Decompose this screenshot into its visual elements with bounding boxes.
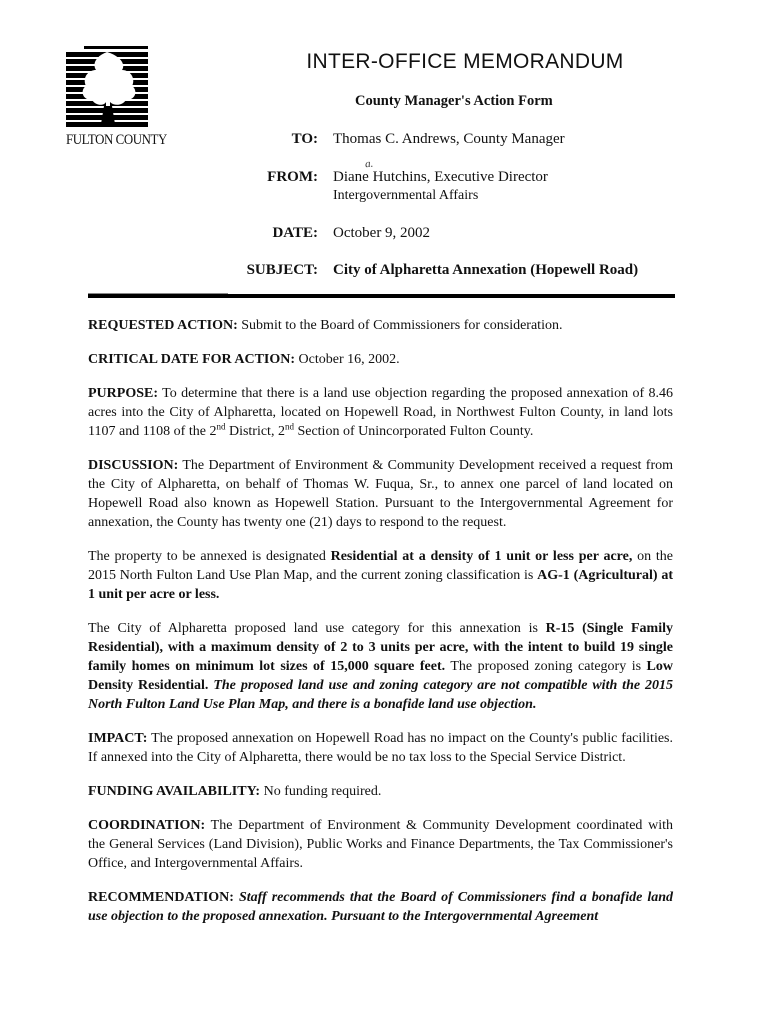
purpose-sup-2: nd	[284, 421, 294, 432]
from-value-office: Intergovernmental Affairs	[333, 188, 479, 203]
proposed-category: R-15 (Single Family Residential), with a maximum density of 2 to 3 units per acre, with the intent to build 19 single family homes on minimum lot sizes of 15,000 square feet.	[88, 621, 673, 674]
critical-date-paragraph	[88, 350, 673, 369]
logo-text: FULTON COUNTY	[66, 132, 167, 148]
to-value: Thomas C. Andrews, County Manager	[333, 131, 565, 147]
impact-text: The proposed annexation on Hopewell Road has no impact on the County's public facilities. If annexed into the City of Alpharetta, there would be no tax loss to the Special Service District.	[88, 731, 673, 765]
impact-paragraph	[88, 729, 673, 767]
purpose-sup-1: nd	[216, 421, 226, 432]
header-divider	[88, 294, 675, 298]
property-zoning: AG-1 (Agricultural) at 1 unit per acre or less.	[88, 568, 673, 602]
discussion-paragraph	[88, 456, 673, 532]
funding-label: FUNDING AVAILABILITY:	[88, 784, 261, 799]
from-value-name: Diane Hutchins, Executive Director	[333, 169, 548, 185]
proposed-zoning: Low Density Residential.	[88, 659, 673, 693]
purpose-text-1: To determine that there is a land use objection regarding the proposed annexation of 8.46 acres into the City of Alpharetta, located on Hopewell Road, in Northwest Fulton County, in land lots 1107 and 1108 of the 2	[88, 386, 673, 439]
from-initials: a.	[364, 157, 374, 171]
recommendation-paragraph	[88, 888, 673, 926]
memo-title: INTER-OFFICE MEMORANDUM	[306, 50, 624, 73]
requested-action-paragraph	[88, 316, 673, 335]
date-value: October 9, 2002	[333, 225, 431, 241]
fulton-county-logo	[66, 44, 166, 149]
property-text-1: The property to be annexed is designated	[88, 549, 331, 564]
coordination-text: The Department of Environment & Community Development coordinated with the General Services (Land Division), Public Works and Finance Departments, the Tax Commissioner's Office, and Intergovernmental Affairs.	[88, 818, 673, 871]
impact-label: IMPACT:	[88, 731, 148, 746]
recommendation-label: RECOMMENDATION:	[88, 890, 234, 905]
critical-date-label: CRITICAL DATE FOR ACTION:	[88, 352, 296, 367]
to-label: TO:	[291, 131, 318, 147]
recommendation-text: Staff recommends that the Board of Commissioners find a bonafide land use objection to the proposed annexation. Pursuant to the Intergovernmental Agreement	[88, 890, 673, 924]
subject-label: SUBJECT:	[246, 262, 318, 278]
objection-statement: The proposed land use and zoning category are not compatible with the 2015 North Fulton Land Use Plan Map, and there is a bonafide land use objection.	[88, 678, 673, 712]
form-name: County Manager's Action Form	[355, 93, 553, 109]
proposed-text-1: The City of Alpharetta proposed land use category for this annexation is	[88, 621, 546, 636]
purpose-label: PURPOSE:	[88, 386, 158, 401]
critical-date-text: October 16, 2002.	[295, 352, 400, 367]
discussion-label: DISCUSSION:	[88, 458, 179, 473]
discussion-text: The Department of Environment & Community Development received a request from the City of Alpharetta, on behalf of Thomas W. Fuqua, Sr., to annex one parcel of land located on Hopewell Road also known as Hopewell Station. Pursuant to the Intergovernmental Agreement for annexation, the County has twenty one (21) days to respond to the request.	[88, 458, 673, 530]
property-paragraph	[88, 547, 673, 604]
funding-text: No funding required.	[260, 784, 382, 799]
subject-value: City of Alpharetta Annexation (Hopewell Road)	[333, 262, 639, 278]
property-text-2: on the 2015 North Fulton Land Use Plan Map, and the current zoning classification is	[88, 549, 674, 583]
from-label: FROM:	[267, 169, 318, 185]
memo-body	[88, 316, 673, 941]
date-label: DATE:	[272, 225, 318, 241]
purpose-paragraph	[88, 384, 673, 441]
funding-paragraph	[88, 782, 673, 801]
coordination-label: COORDINATION:	[88, 818, 206, 833]
proposed-text-2: The proposed zoning category is	[445, 659, 647, 674]
purpose-text-3: Section of Unincorporated Fulton County.	[293, 424, 534, 439]
tree-emblem-icon	[66, 44, 166, 129]
coordination-paragraph	[88, 816, 673, 873]
purpose-text-2: District, 2	[225, 424, 285, 439]
requested-action-label: REQUESTED ACTION:	[88, 318, 238, 333]
property-designation: Residential at a density of 1 unit or less per acre,	[330, 549, 633, 564]
requested-action-text: Submit to the Board of Commissioners for consideration.	[237, 318, 563, 333]
proposed-use-paragraph	[88, 619, 673, 714]
